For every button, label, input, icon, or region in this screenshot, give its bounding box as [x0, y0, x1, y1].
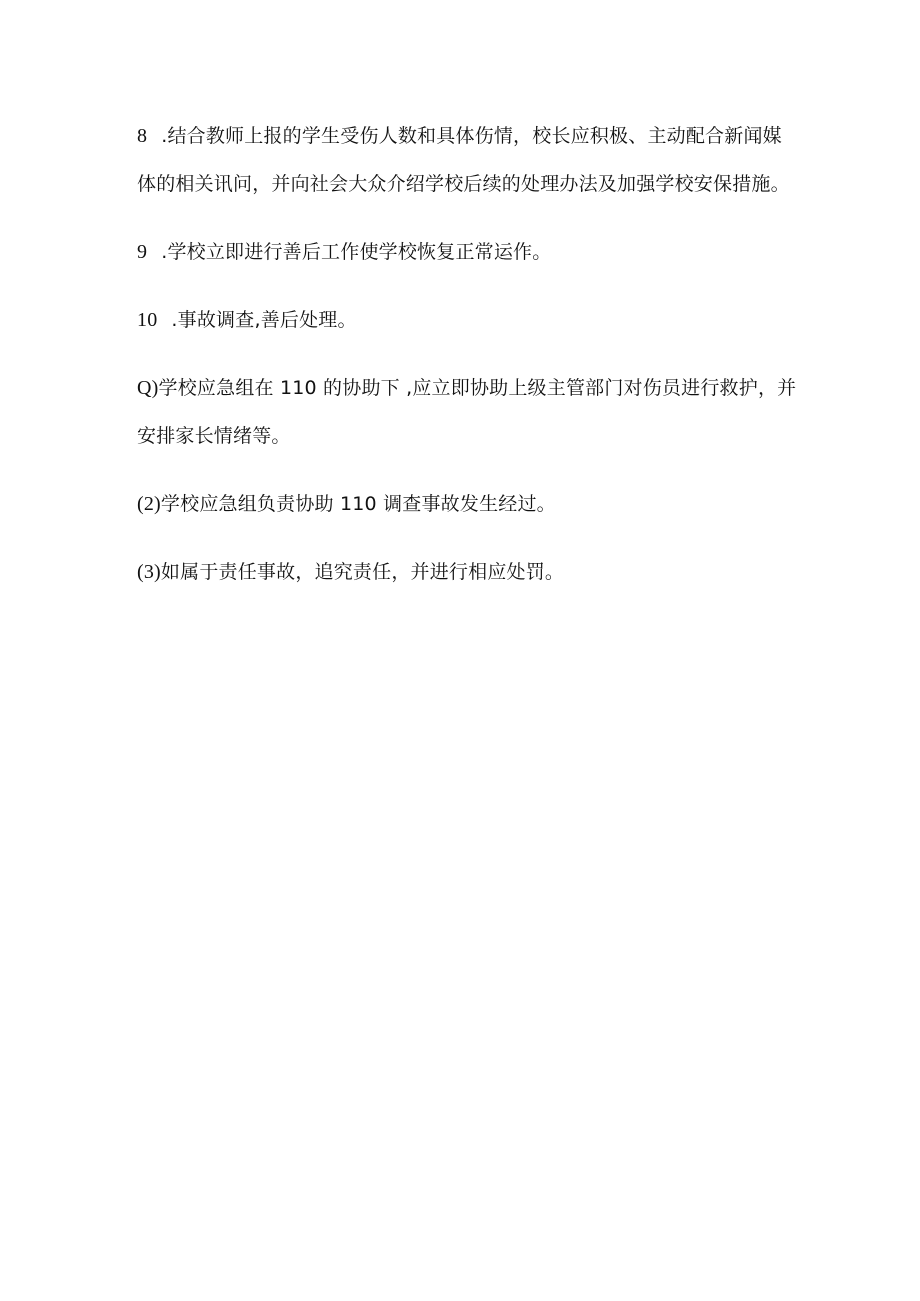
- item-text: 学校立即进行善后工作使学校恢复正常运作。: [167, 241, 552, 263]
- list-item: [137, 228, 797, 276]
- subitem-number: (2): [137, 493, 161, 515]
- item-number: 8: [137, 125, 148, 147]
- item-text: 事故调查,善后处理。: [177, 309, 357, 331]
- item-text: 结合教师上报的学生受伤人数和具体伤情，校长应积极、主动配合新闻媒体的相关讯问，并向社会大众介绍学校后续的处理办法及加强学校安保措施。: [137, 125, 790, 195]
- subitem-number: (3): [137, 561, 161, 583]
- subitem-number: Q): [137, 377, 159, 399]
- item-separator: .: [171, 309, 178, 331]
- item-number: 9: [137, 241, 148, 263]
- subitem-text: 学校应急组在 110 的协助下 ,应立即协助上级主管部门对伤员进行救护，并安排家长情绪等。: [137, 377, 797, 447]
- item-separator: .: [161, 125, 168, 147]
- item-number: 10: [137, 309, 158, 331]
- sub-list-item: [137, 364, 797, 460]
- item-separator: .: [161, 241, 168, 263]
- document-body: [137, 112, 797, 596]
- list-item: [137, 112, 797, 208]
- sub-list-item: [137, 548, 797, 596]
- subitem-text: 如属于责任事故，追究责任，并进行相应处罚。: [160, 561, 565, 583]
- subitem-text: 学校应急组负责协助 110 调查事故发生经过。: [160, 493, 556, 515]
- list-item: [137, 296, 797, 344]
- sub-list-item: [137, 480, 797, 528]
